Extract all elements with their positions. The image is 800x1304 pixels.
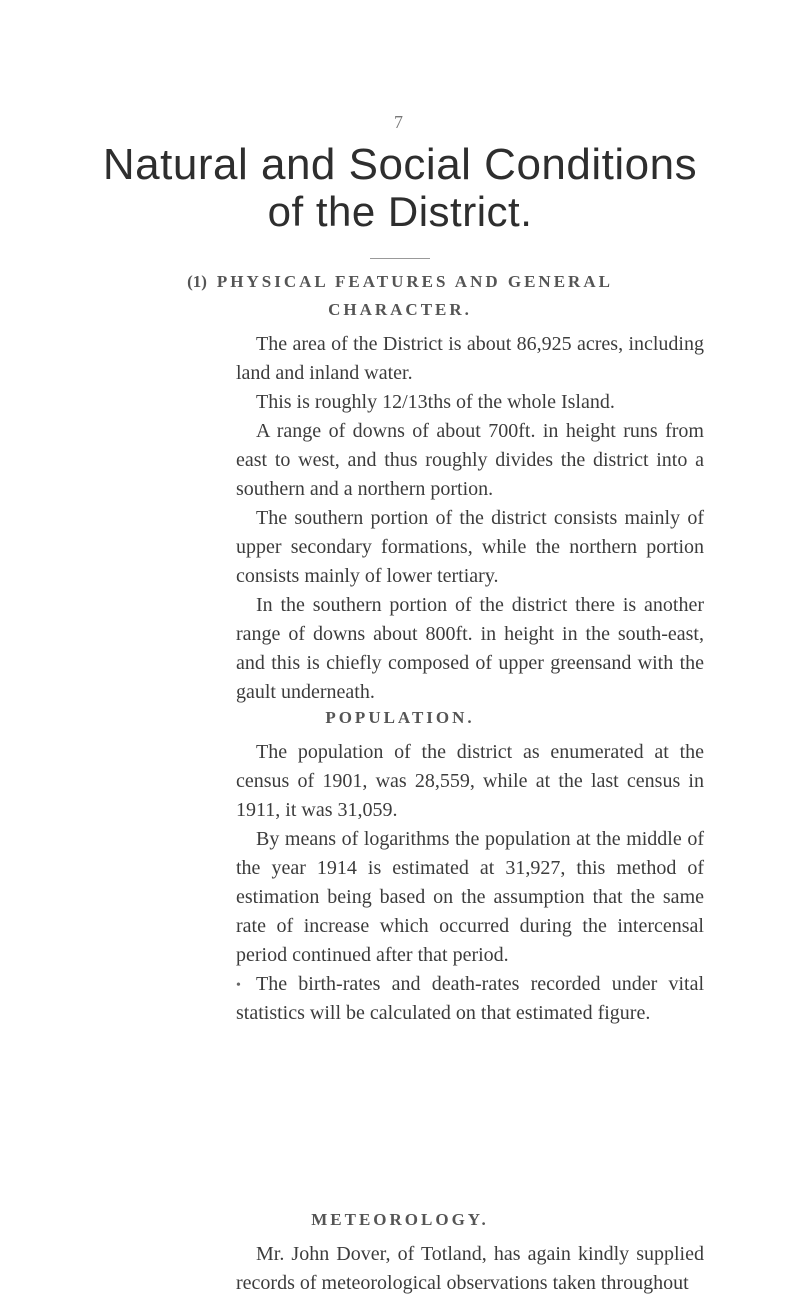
section-heading-population: POPULATION. (325, 708, 475, 727)
section-heading-text: PHYSICAL FEATURES AND GENERAL (216, 272, 613, 291)
section-number: (1) (187, 272, 207, 291)
paragraph-logarithms: By means of logarithms the population at the middle of the year 1914 is estimated at 31,927, this method of estimation being based on the assumption that the same rate of increase which occurred during the intercensal period continued after that period. (236, 828, 704, 966)
paragraph-island-fraction: This is roughly 12/13ths of the whole Island. (256, 391, 615, 413)
title-divider (370, 258, 430, 259)
section-heading-physical-features (0, 272, 800, 292)
page-number: 7 (394, 112, 403, 132)
title-line-1: Natural and Social Conditions (102, 140, 698, 189)
paragraph-southern-downs: In the southern portion of the district there is another range of downs about 800ft. in height in the south-east, and this is chiefly composed of upper greensand with the gault underneath. (236, 594, 704, 703)
paragraph-meteorology: Mr. John Dover, of Totland, has again kindly supplied records of meteorological observations taken throughout (236, 1243, 704, 1294)
paragraph-census: The population of the district as enumerated at the census of 1901, was 28,559, while at the last census in 1911, it was 31,059. (236, 741, 704, 821)
title-line-2: of the District. (267, 188, 533, 235)
paragraph-area: The area of the District is about 86,925 acres, including land and inland water. (236, 333, 704, 384)
section-heading-physical-features-cont: CHARACTER. (328, 300, 472, 319)
paragraph-birth-death-rates: The birth-rates and death-rates recorded under vital statistics will be calculated on that estimated figure. (236, 973, 704, 1024)
ink-mark: • (236, 978, 241, 993)
section-heading-meteorology: METEOROLOGY. (311, 1210, 489, 1229)
paragraph-downs-range: A range of downs of about 700ft. in height runs from east to west, and thus roughly divides the district into a southern and a northern portion. (236, 420, 704, 500)
paragraph-southern-formations: The southern portion of the district consists mainly of upper secondary formations, while the northern portion consists mainly of lower tertiary. (236, 507, 704, 587)
